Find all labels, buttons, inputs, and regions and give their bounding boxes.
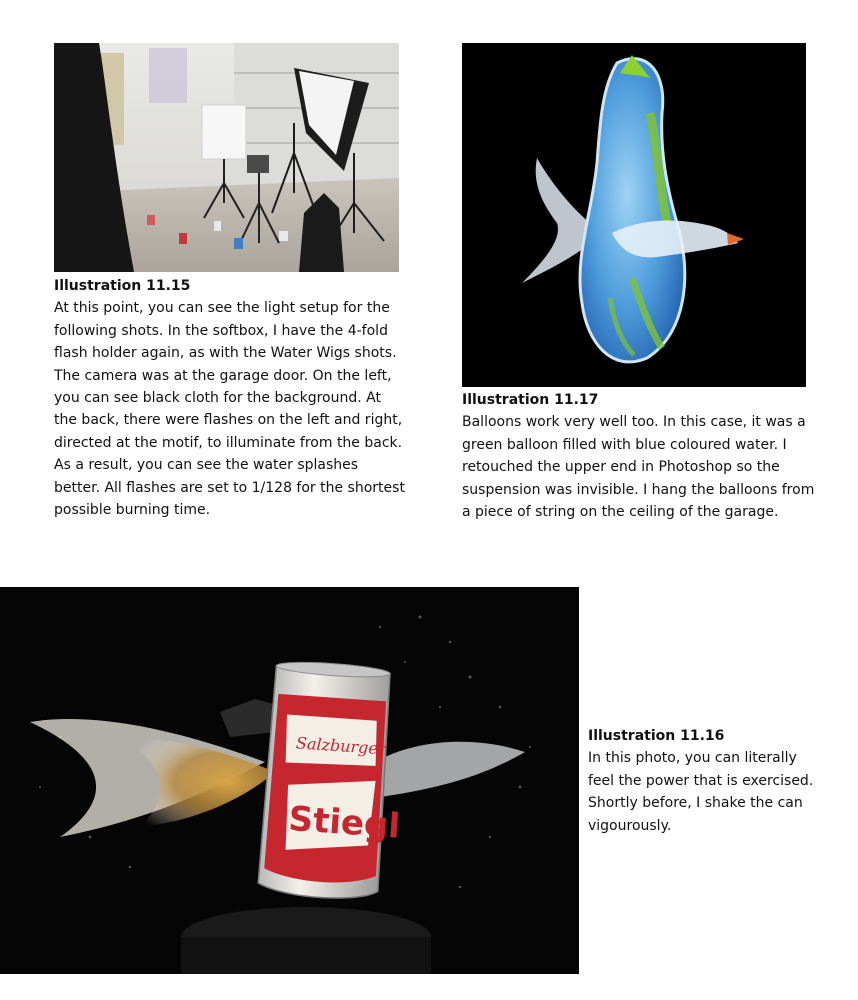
caption-illustration-11-15: [54, 275, 406, 521]
beer-can-image: [0, 587, 579, 974]
studio-setup-photo: [54, 43, 399, 272]
can-brand-big: Stiegl: [287, 798, 402, 847]
caption-illustration-11-17: [462, 389, 822, 523]
caption-illustration-11-16: [588, 725, 820, 837]
can-brand-script: Salzburger: [295, 733, 387, 759]
balloon-image: [462, 43, 806, 387]
studio-setup-image: [54, 43, 399, 272]
camera: [247, 155, 269, 173]
hanging-cloth: [149, 48, 187, 103]
illustration-11-16-text: In this photo, you can literally feel the power that is exercised. Shortly before, I shake the can vigourously.: [588, 750, 814, 834]
illustration-11-17-text: Balloons work very well too. In this case, it was a green balloon filled with blue coloured water. I retouched the upper end in Photoshop so the suspension was invisible. I hang the balloons from a piece of string on the ceiling of the garage.: [462, 414, 815, 521]
illustration-11-15-title: Illustration 11.15: [54, 278, 191, 294]
white-reflector: [202, 105, 246, 159]
illustration-11-16-title: Illustration 11.16: [588, 728, 725, 744]
illustration-11-17-title: Illustration 11.17: [462, 392, 599, 408]
illustration-11-15-text: At this point, you can see the light setup for the following shots. In the softbox, I have the 4-fold flash holder again, as with the Water Wigs shots. The camera was at the garage door. On the left, you can see black cloth for the background. At the back, there were flashes on the left and right, directed at the motif, to illuminate from the back. As a result, you can see the water splashes better. All flashes are set to 1/128 for the shortest possible burning time.: [54, 300, 405, 519]
beer-can-photo: [0, 587, 579, 974]
balloon-photo: [462, 43, 806, 387]
